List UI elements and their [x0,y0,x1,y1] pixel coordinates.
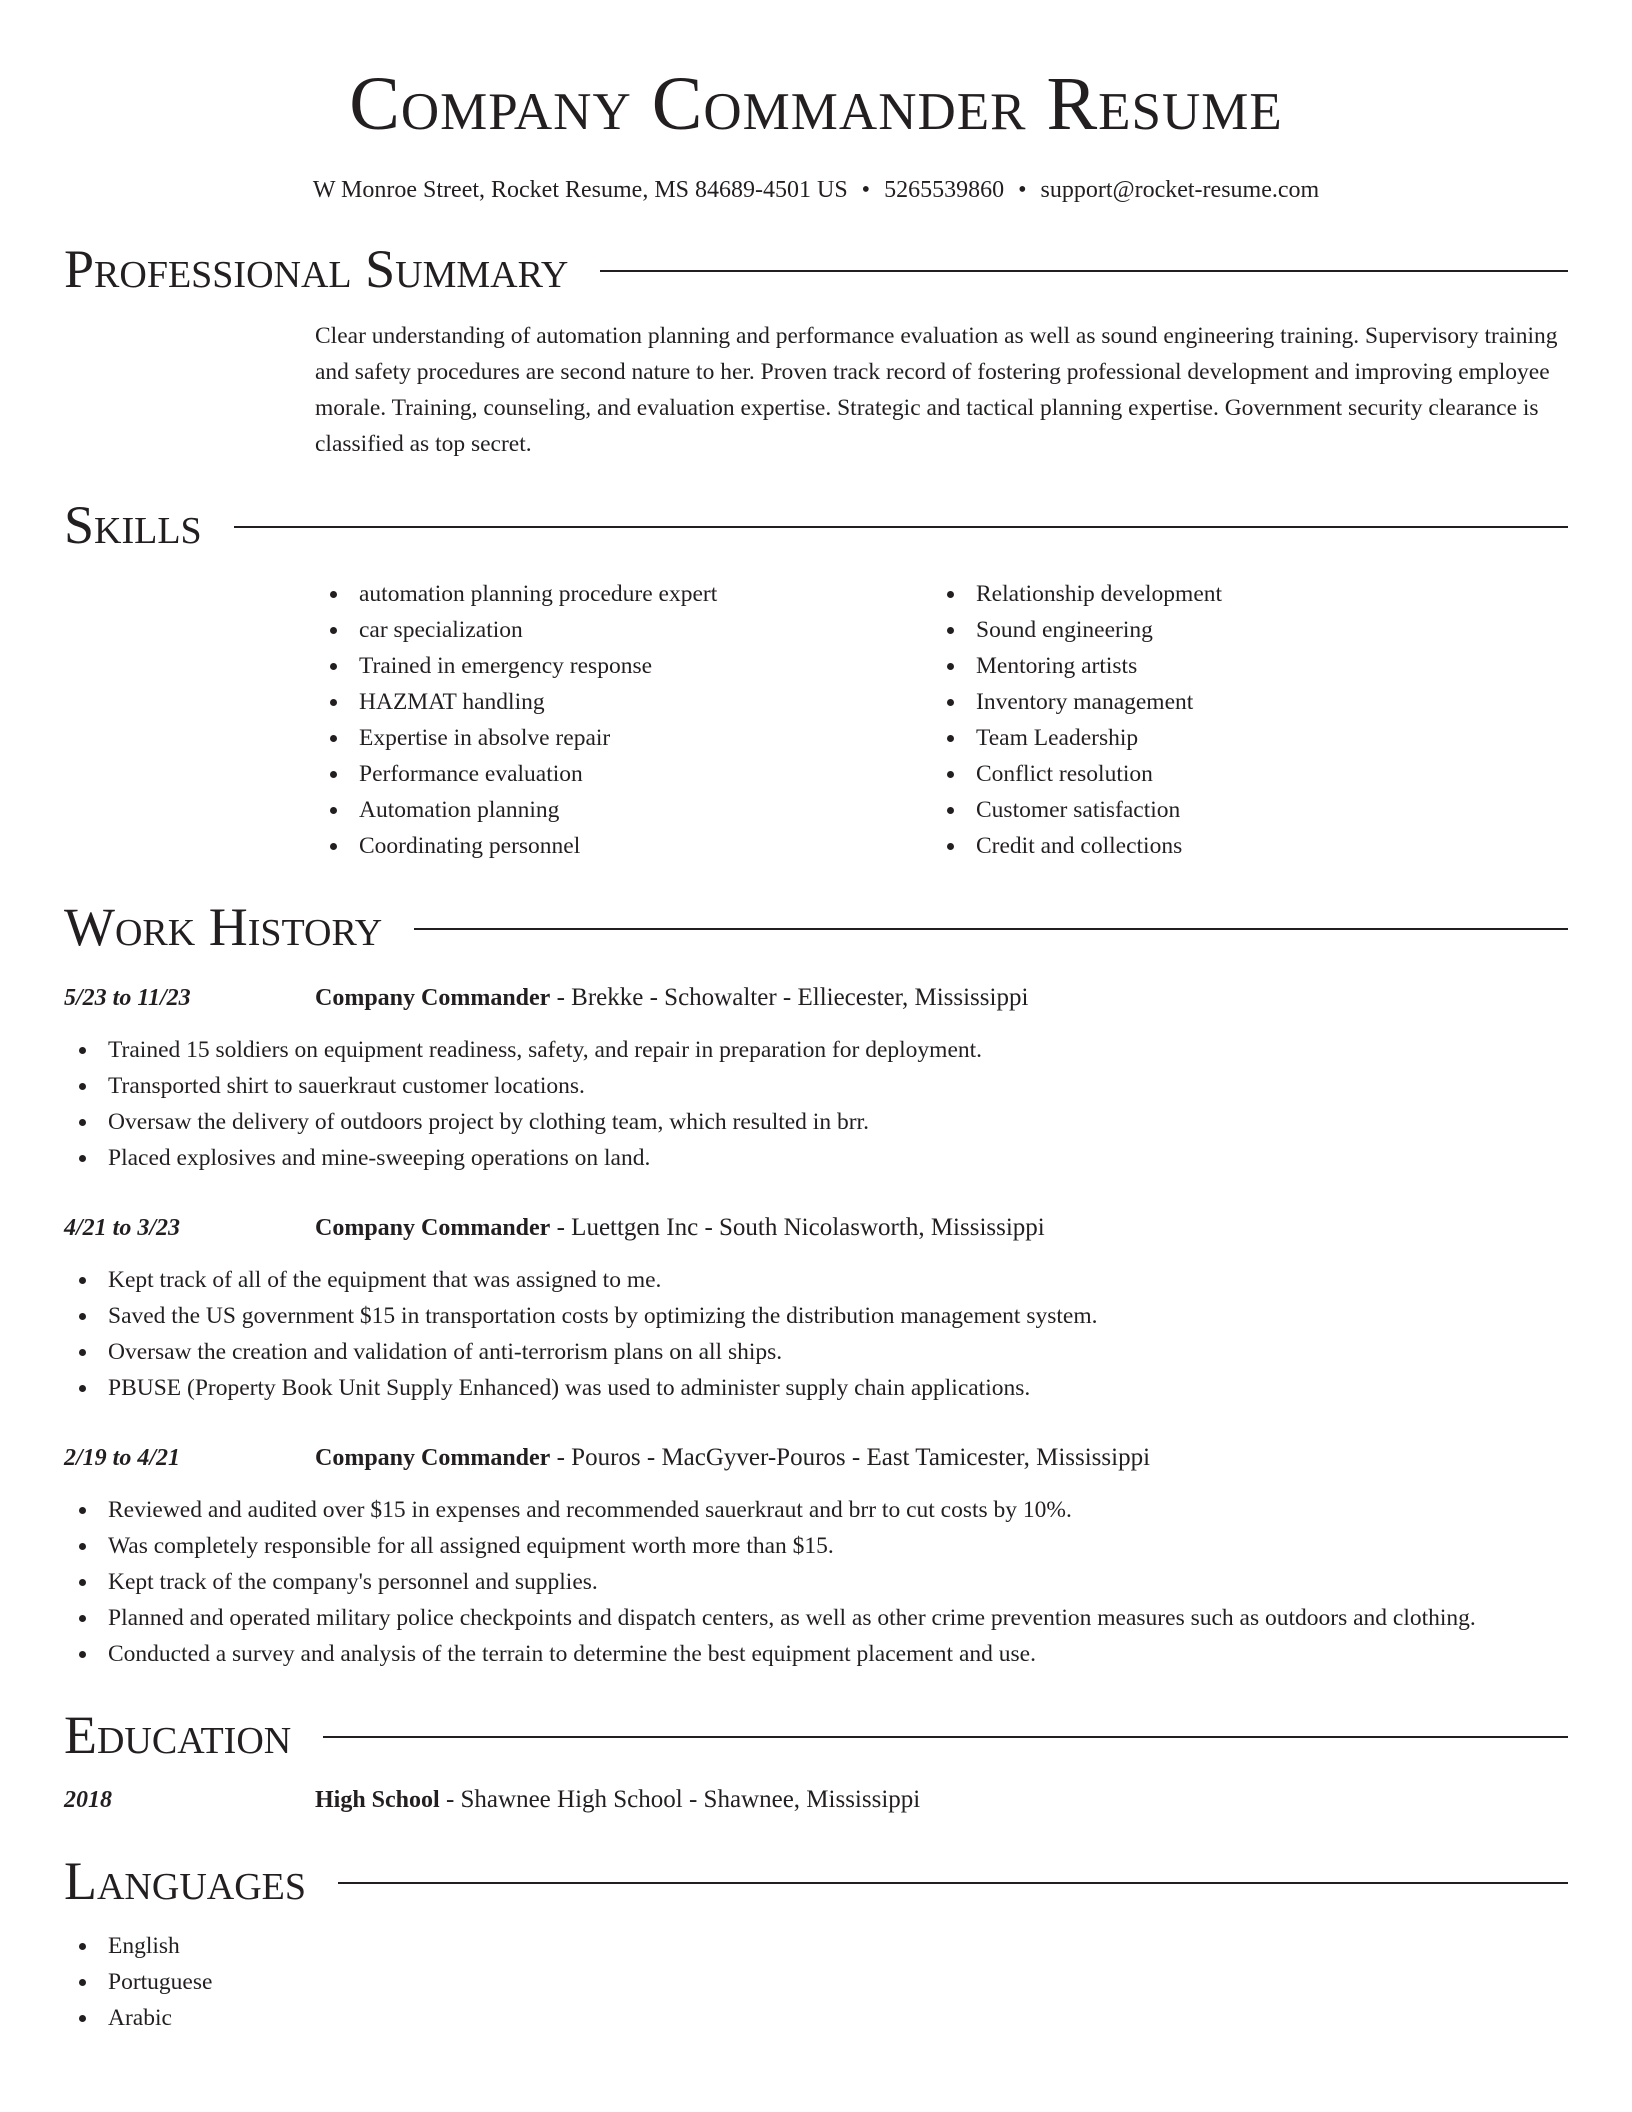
job-employer: - Luettgen Inc - South Nicolasworth, Mississippi [550,1214,1045,1241]
job-bullet: Trained 15 soldiers on equipment readiness, safety, and repair in preparation for deployment. [64,1032,1568,1068]
resume-title: Company Commander Resume [349,62,1283,146]
education-heading: Education [64,1705,292,1765]
skill-item: Coordinating personnel [315,828,932,864]
job-bullet: Transported shirt to sauerkraut customer locations. [64,1068,1568,1104]
job-role: Company Commander [315,1215,551,1241]
languages-section-header [64,1848,1568,1914]
job-dates: 4/21 to 3/23 [64,1215,181,1241]
language-item: Arabic [64,2000,1568,2036]
work-section-header [64,894,1568,960]
section-divider [600,270,1568,272]
skill-item: Inventory management [932,684,1549,720]
job-bullet: Oversaw the creation and validation of anti-terrorism plans on all ships. [64,1334,1568,1370]
contact-phone: 5265539860 [884,177,1005,203]
skill-item: Mentoring artists [932,648,1549,684]
section-divider [414,928,1568,930]
skill-item: Customer satisfaction [932,792,1549,828]
job-entry [64,980,1568,1176]
job-bullet: Conducted a survey and analysis of the terrain to determine the best equipment placement and use. [64,1636,1568,1672]
job-bullet: Was completely responsible for all assigned equipment worth more than $15. [64,1528,1568,1564]
job-title-line [315,980,1028,1016]
contact-line [64,174,1568,206]
job-employer: - Pouros - MacGyver-Pouros - East Tamicester, Mississippi [550,1444,1151,1471]
job-bullet: Saved the US government $15 in transportation costs by optimizing the distribution management system. [64,1298,1568,1334]
work-heading: Work History [64,897,383,957]
skills-column-left [315,576,932,864]
job-bullet: Kept track of all of the equipment that was assigned to me. [64,1262,1568,1298]
language-item: Portuguese [64,1964,1568,2000]
skill-item: car specialization [315,612,932,648]
skill-item: HAZMAT handling [315,684,932,720]
job-bullet: Kept track of the company's personnel and supplies. [64,1564,1568,1600]
skill-item: Performance evaluation [315,756,932,792]
contact-email: support@rocket-resume.com [1040,177,1320,203]
skills-column-right [932,576,1549,864]
skill-item: Sound engineering [932,612,1549,648]
job-bullet: Planned and operated military police checkpoints and dispatch centers, as well as other crime prevention measures such as outdoors and clothing. [64,1600,1568,1636]
job-role: Company Commander [315,1445,551,1471]
education-school: - Shawnee High School - Shawnee, Mississippi [439,1786,921,1813]
language-item: English [64,1928,1568,1964]
contact-address: W Monroe Street, Rocket Resume, MS 84689-4501 US [312,177,848,203]
skill-item: Credit and collections [932,828,1549,864]
job-title-line [315,1210,1045,1246]
education-degree: High School [315,1787,440,1813]
section-divider [338,1882,1568,1884]
skill-item: automation planning procedure expert [315,576,932,612]
job-bullet: Reviewed and audited over $15 in expenses and recommended sauerkraut and brr to cut costs by 10%. [64,1492,1568,1528]
job-dates: 2/19 to 4/21 [64,1445,181,1471]
section-divider [234,526,1568,528]
education-entry [64,1782,1568,1818]
job-dates: 5/23 to 11/23 [64,985,191,1011]
skill-item: Trained in emergency response [315,648,932,684]
skills-section-header [64,492,1568,558]
languages-list [64,1928,1568,2036]
summary-section-header [64,236,1568,302]
education-line [315,1782,920,1818]
job-bullet: PBUSE (Property Book Unit Supply Enhanced) was used to administer supply chain applications. [64,1370,1568,1406]
skill-item: Conflict resolution [932,756,1549,792]
section-divider [323,1736,1568,1738]
skill-item: Relationship development [932,576,1549,612]
languages-heading: Languages [64,1851,306,1911]
skill-item: Team Leadership [932,720,1549,756]
job-bullet: Oversaw the delivery of outdoors project by clothing team, which resulted in brr. [64,1104,1568,1140]
skill-item: Expertise in absolve repair [315,720,932,756]
contact-separator: • [1018,177,1027,203]
job-entry [64,1210,1568,1406]
contact-separator: • [861,177,871,203]
education-year: 2018 [64,1787,112,1813]
job-employer: - Brekke - Schowalter - Elliecester, Mississippi [550,984,1029,1011]
job-role: Company Commander [315,985,551,1011]
job-entry [64,1440,1568,1672]
summary-text: Clear understanding of automation planning and performance evaluation as well as sound engineering training. Supervisory training and safety procedures are second nature to her. Proven track record of fostering professional development and improving employee morale. Training, counseling, and evaluation expertise. Strategic and tactical planning expertise. Government security clearance is classified as top secret. [315,323,1558,457]
skills-list [315,576,1568,864]
skills-heading: Skills [64,495,202,555]
job-title-line [315,1440,1150,1476]
summary-heading: Professional Summary [64,239,569,299]
skill-item: Automation planning [315,792,932,828]
job-bullet: Placed explosives and mine-sweeping operations on land. [64,1140,1568,1176]
education-section-header [64,1702,1568,1768]
